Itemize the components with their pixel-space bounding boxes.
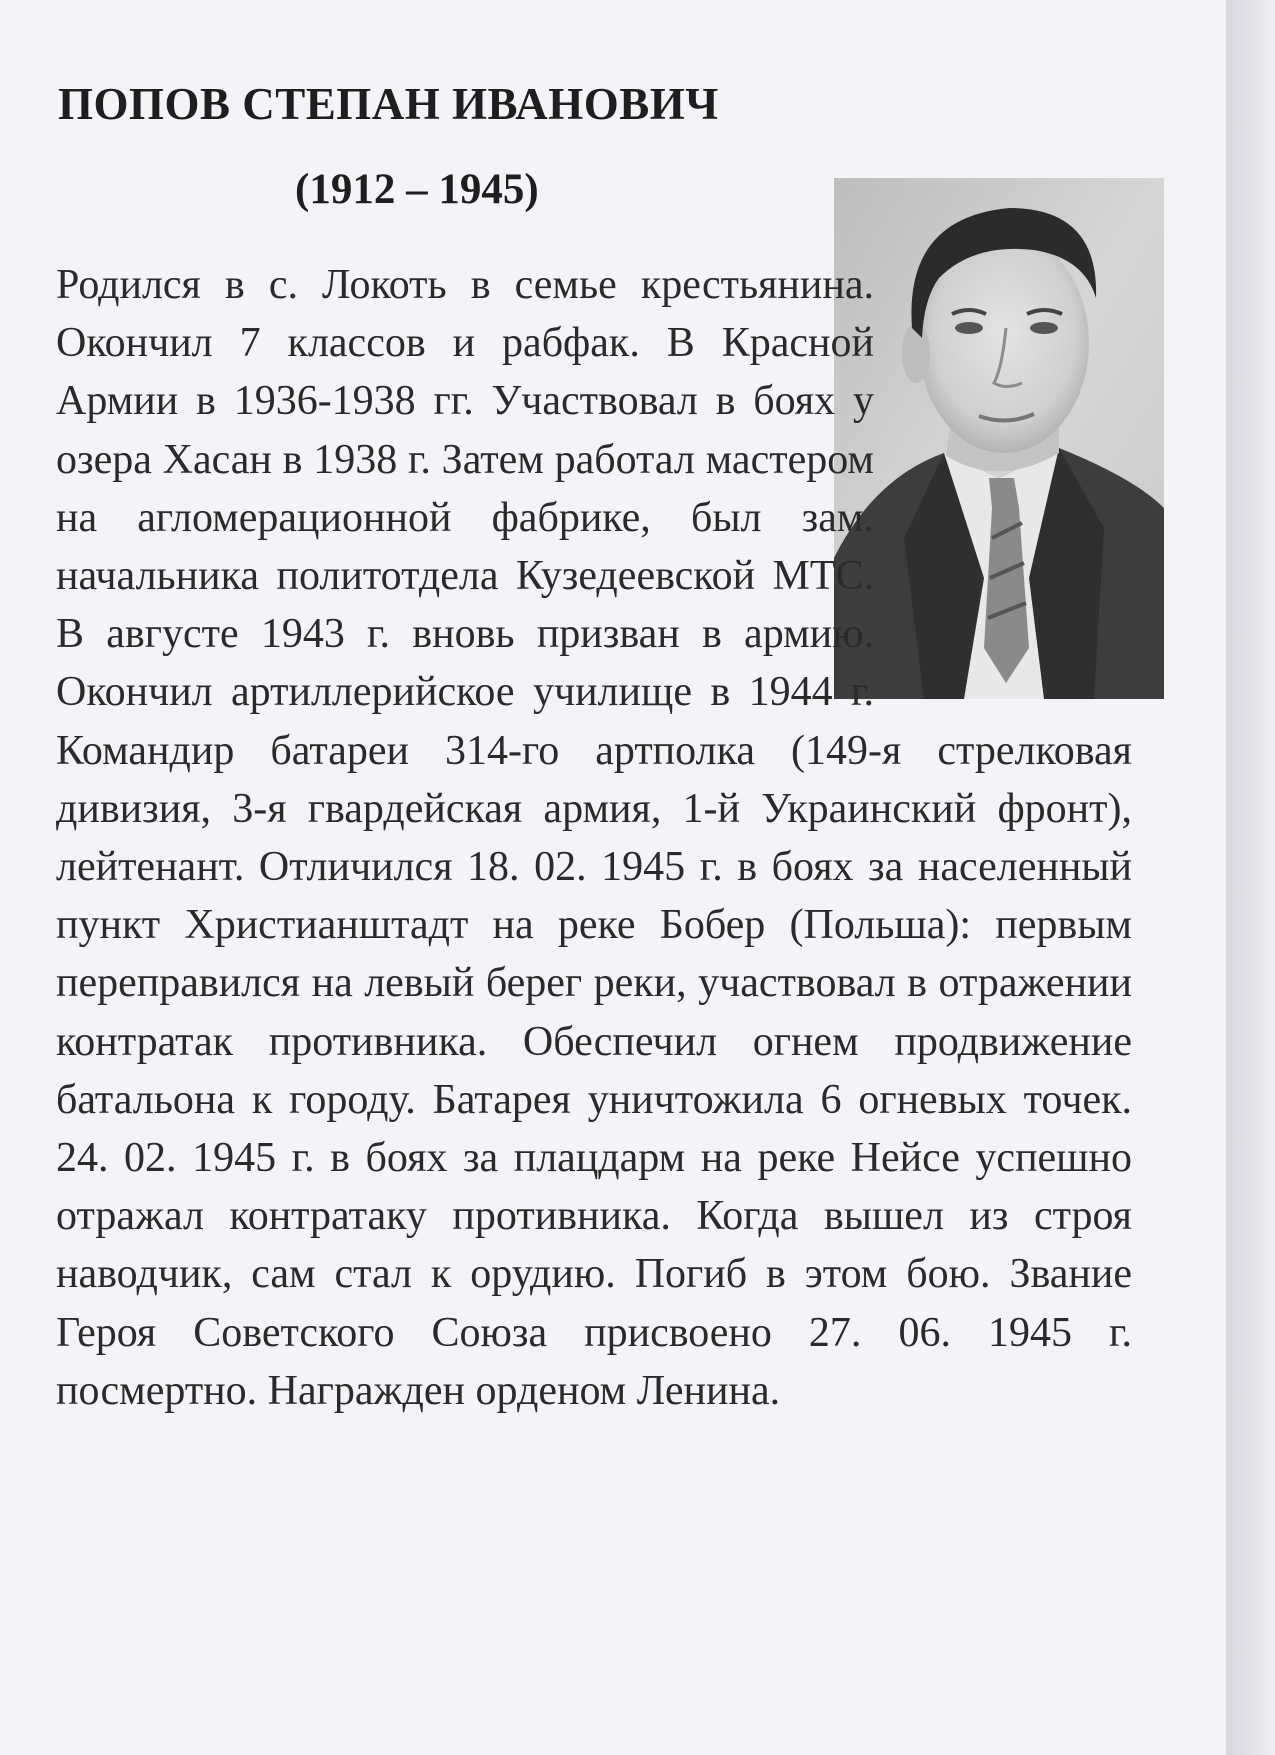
photo-wrap-spacer [874, 256, 1132, 696]
person-name-heading: ПОПОВ СТЕПАН ИВАНОВИЧ [58, 79, 719, 129]
scan-edge [1226, 0, 1275, 1755]
life-years: (1912 – 1945) [295, 166, 539, 213]
biography-paragraph: Родился в с. Локоть в семье крестьянина. Окончил 7 классов и рабфак. В Красной Армии в 1936-1938 гг. Участвовал в боях у озера Хасан в 1938 г. Затем работал мастером на агломерационной фабрике, был зам. начальника политотдела Кузедеевской МТС. В августе 1943 г. вновь призван в армию. Окончил артиллерийское училище в 1944 г. Командир батареи 314-го артполка (149-я стрелковая дивизия, 3-я гвардейская армия, 1-й Украинский фронт), лейтенант. Отличился 18. 02. 1945 г. в боях за населенный пункт Христианштадт на реке Бобер (Польша): первым переправился на левый берег реки, участвовал в отражении контратак противника. Обеспечил огнем продвижение батальона к городу. Батарея уничтожила 6 огневых точек. 24. 02. 1945 г. в боях за плацдарм на реке Нейсе успешно отражал контратаку противника. Когда вышел из строя наводчик, сам стал к орудию. Погиб в этом бою. Звание Героя Советского Союза присвоено 27. 06. 1945 г. посмертно. Награжден орденом Ленина. [56, 262, 1132, 1414]
biography-text [56, 256, 1132, 1420]
